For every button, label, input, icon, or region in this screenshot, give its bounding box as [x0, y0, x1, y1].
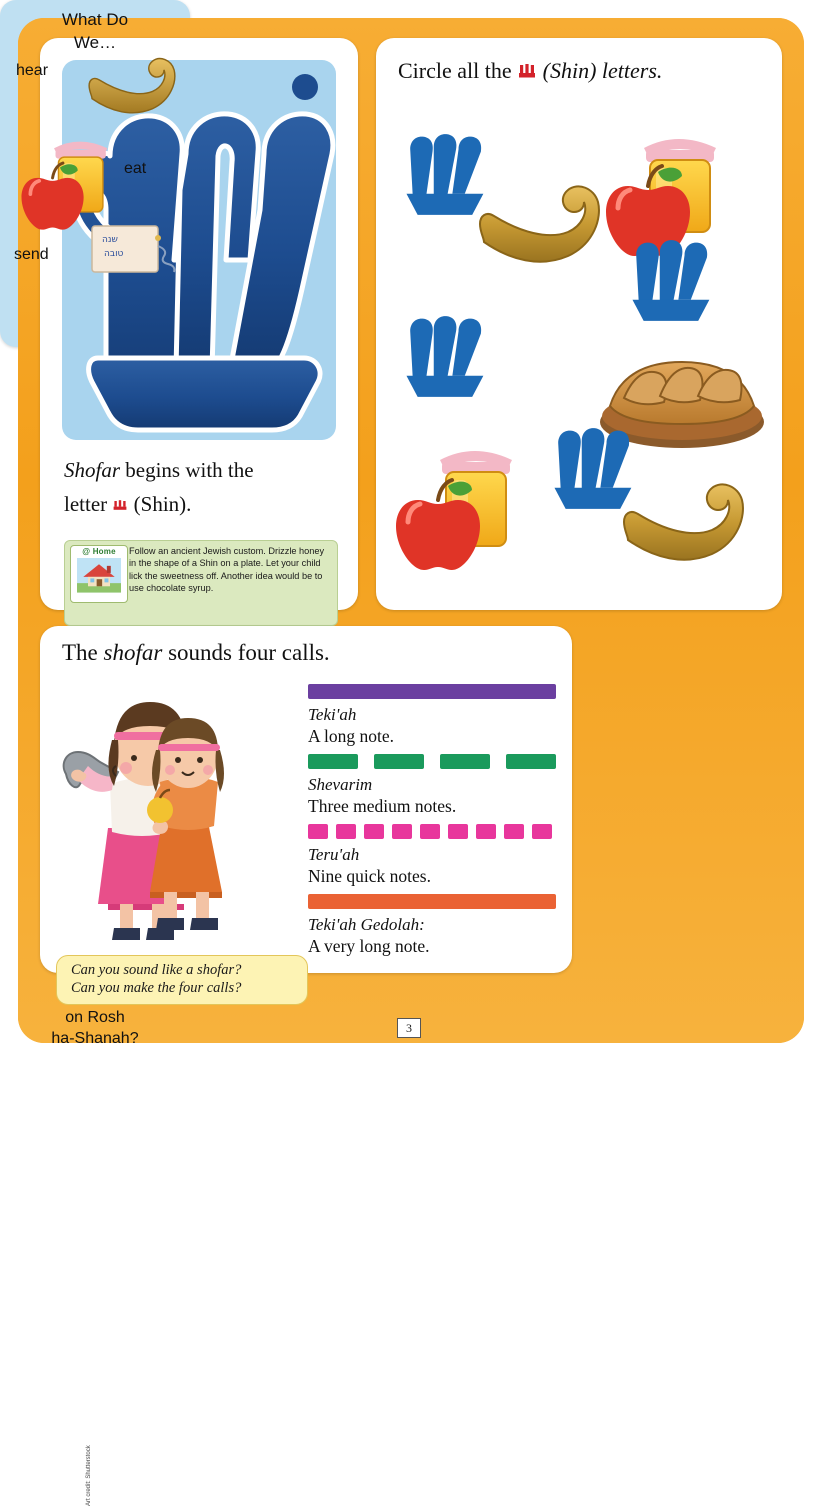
shin-letter-small: [554, 428, 631, 509]
circle-title-pre: Circle all the: [398, 58, 518, 83]
call-name: Shevarim: [308, 775, 373, 794]
what-do-we-illustrations: [0, 0, 190, 347]
decorative-dot: [292, 74, 318, 100]
call-bar-segment: [420, 824, 440, 839]
shin-letter-small: [406, 316, 483, 397]
call-bar-segment: [364, 824, 384, 839]
calls-title-pre: The: [62, 640, 104, 665]
shin-letter-small: [632, 240, 709, 321]
call-item-tekiah: [308, 684, 558, 747]
call-description: A long note.: [308, 726, 395, 746]
call-name: Teru'ah: [308, 845, 360, 864]
svg-text:שנה: שנה: [102, 235, 118, 245]
send-label: send: [14, 246, 49, 263]
at-home-tip-text: Follow an ancient Jewish custom. Drizzle honey in the shape of a Shin on a plate. Let your child lick the sweetness off. Another idea would be to use chocolate syrup.: [129, 546, 325, 594]
caption-shofar-word: Shofar: [64, 458, 121, 482]
honey-jar-with-apple: [21, 142, 107, 230]
circle-title-post: (Shin) letters.: [537, 58, 663, 83]
home-badge: [70, 545, 128, 603]
footer-line-2: ha-Shanah?: [51, 1030, 139, 1047]
calls-title-italic: shofar: [103, 640, 163, 665]
what-do-we-footer: [0, 1007, 190, 1049]
footer-line-1: on Rosh: [65, 1009, 125, 1026]
house-icon: [71, 558, 127, 602]
call-bar-segment: [448, 824, 468, 839]
call-item-tekiah-gedolah: [308, 894, 558, 957]
shin-letter-small: [406, 134, 483, 215]
call-description: A very long note.: [308, 936, 430, 956]
calls-title-post: sounds four calls.: [162, 640, 330, 665]
callout-line-1: Can you sound like a shofar?: [71, 962, 242, 978]
call-bar-segment: [374, 754, 424, 769]
art-credit: Art credit: Shutterstock: [86, 1445, 92, 1506]
caption-line2-pre: letter: [64, 492, 113, 516]
call-name: Teki'ah: [308, 705, 357, 724]
page-number: 3: [397, 1018, 421, 1038]
honey-jar-with-apple: [606, 139, 716, 256]
call-name: Teki'ah Gedolah:: [308, 915, 425, 934]
call-bar-segment: [440, 754, 490, 769]
call-bar-segment: [532, 824, 552, 839]
shofar: [624, 484, 743, 559]
call-bar-group: [308, 754, 558, 770]
call-bar-segment: [308, 824, 328, 839]
call-description: Three medium notes.: [308, 796, 457, 816]
call-bar-segment: [308, 684, 556, 699]
call-item-shevarim: [308, 754, 558, 817]
honey-jar-with-apple: [396, 451, 512, 570]
activity-callout: [56, 955, 308, 1005]
caption-line1-rest: begins with the: [120, 458, 254, 482]
call-bar-segment: [392, 824, 412, 839]
letter-caption: [64, 453, 340, 521]
call-bar-group: [308, 894, 558, 910]
call-bar-segment: [336, 824, 356, 839]
call-description: Nine quick notes.: [308, 866, 431, 886]
call-item-teruah: [308, 824, 558, 887]
call-bar-segment: [308, 894, 556, 909]
caption-line2-post: (Shin).: [128, 492, 192, 516]
circle-activity-illustrations: [376, 38, 782, 610]
callout-line-2: Can you make the four calls?: [71, 980, 242, 996]
call-bar-group: [308, 824, 558, 840]
greeting-card: [92, 226, 174, 272]
shin-letter-inline-icon: [112, 497, 128, 513]
circle-shin-activity: [376, 38, 782, 610]
call-bar-group: [308, 684, 558, 700]
svg-text:טובה: טובה: [104, 249, 124, 259]
what-do-we-title-line1: What Do: [61, 10, 129, 29]
eat-label: eat: [124, 160, 147, 177]
call-bar-segment: [504, 824, 524, 839]
what-do-we-title-line2: We…: [73, 33, 117, 52]
call-bar-segment: [476, 824, 496, 839]
call-bar-segment: [506, 754, 556, 769]
home-badge-label: @ Home: [82, 547, 116, 556]
at-home-tip-box: [64, 540, 338, 626]
four-calls-title: [62, 640, 330, 666]
hear-label: hear: [16, 62, 49, 79]
call-bar-segment: [308, 754, 358, 769]
shofar: [480, 186, 599, 261]
two-girls-blowing-shofar-illustration: [56, 678, 306, 948]
shofar: [89, 59, 175, 113]
